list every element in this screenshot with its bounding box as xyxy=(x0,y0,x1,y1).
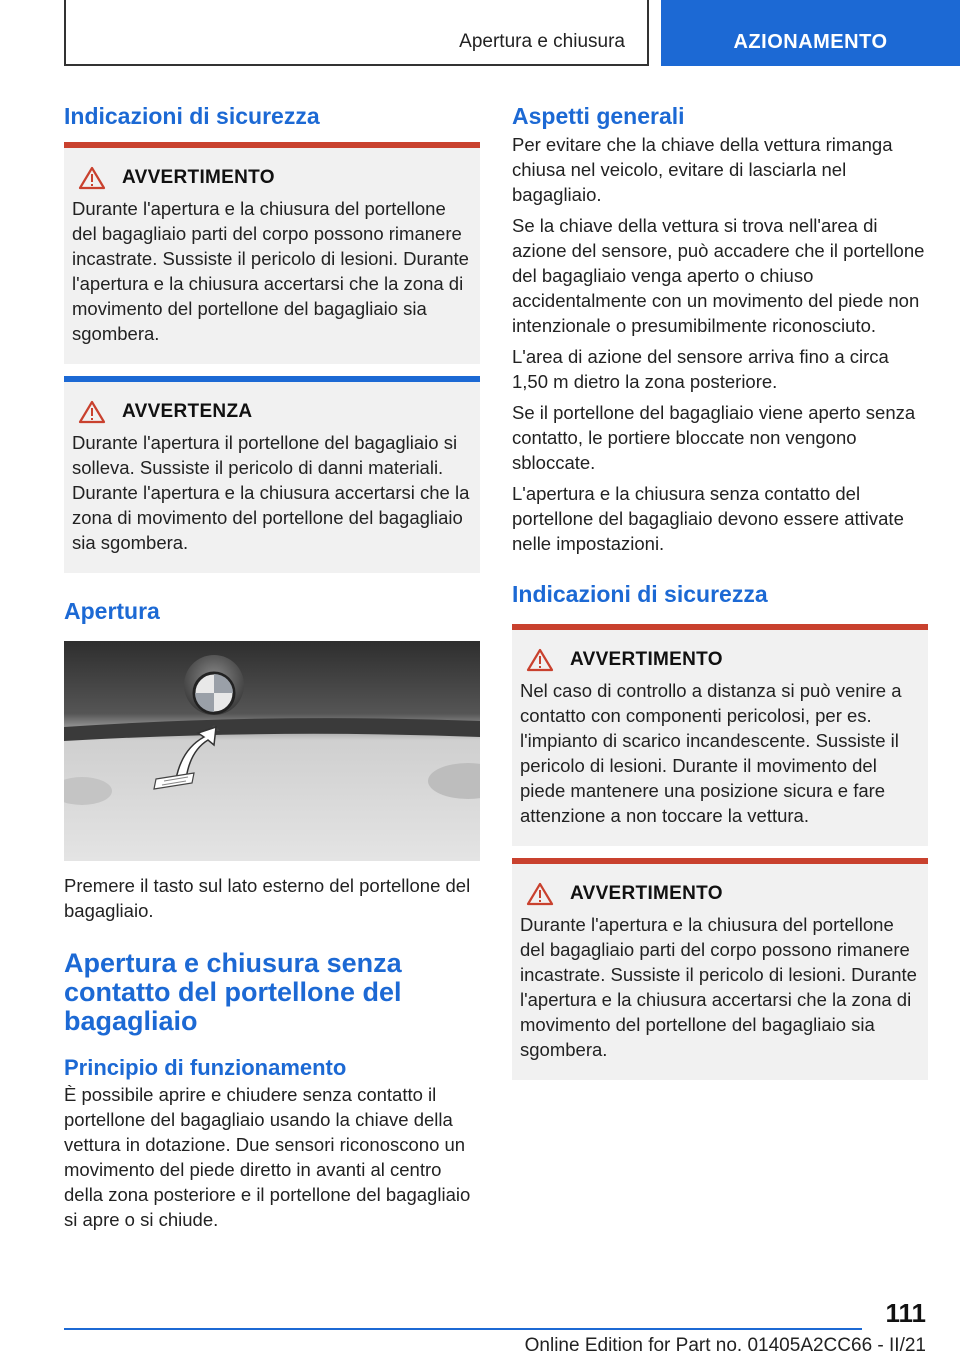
caution-box xyxy=(64,376,480,573)
principle-text: È possibile aprire e chiudere senza contatto il portellone del bagagliaio usando la chiave della vettura in dotazione. Due sensori riconoscono un movimento del piede diretto in avanti al centro della zona posteriore e il portellone del bagagliaio si apre o si chiude. xyxy=(64,1084,471,1230)
general-paragraph: L'apertura e la chiusura senza contatto del portellone del bagagliaio devono essere attivate nelle impostazioni. xyxy=(512,483,904,554)
header-section-title: Apertura e chiusura xyxy=(459,31,625,52)
warning-text: Durante l'apertura e la chiusura del portellone del bagagliaio parti del corpo possono rimanere incastrate. Sussiste il pericolo di lesioni. Durante l'apertura e la chiusura accertarsi che la zona di movimento del portellone del bagagliaio sia sgombera. xyxy=(72,198,469,344)
right-column xyxy=(512,100,928,1080)
opening-heading: Apertura xyxy=(64,598,160,624)
safety-heading-right: Indicazioni di sicurezza xyxy=(512,581,768,607)
principle-heading: Principio di funzionamento xyxy=(64,1055,347,1080)
general-heading: Aspetti generali xyxy=(512,103,685,129)
warning-triangle-icon xyxy=(72,400,112,424)
warning-box-3 xyxy=(512,858,928,1080)
warning-box-2 xyxy=(512,624,928,846)
header-chapter-tab[interactable] xyxy=(661,0,960,66)
warning-text: Nel caso di controllo a distanza si può venire a contatto con componenti pericolosi, per es. l'impianto di scarico incandescente. Sussiste il pericolo di lesioni. Durante il movimento del piede mantenere una posizione sicura e fare attenzione a non toccare la vettura. xyxy=(520,680,902,826)
warning-triangle-icon xyxy=(520,648,560,672)
left-column xyxy=(64,100,480,1232)
general-paragraph: Per evitare che la chiave della vettura rimanga chiusa nel veicolo, evitare di lasciarla nel bagagliaio. xyxy=(512,134,893,205)
caution-title: AVVERTENZA xyxy=(122,401,253,422)
trunk-button-photo xyxy=(64,641,480,861)
footer-divider xyxy=(64,1328,862,1330)
warning-title: AVVERTIMENTO xyxy=(122,167,275,188)
general-paragraph: Se il portellone del bagagliaio viene aperto senza contatto, le portiere bloccate non vengono sbloccate. xyxy=(512,402,916,473)
warning-triangle-icon xyxy=(520,882,560,906)
warning-title: AVVERTIMENTO xyxy=(570,649,723,670)
warning-text: Durante l'apertura e la chiusura del portellone del bagagliaio parti del corpo possono rimanere incastrate. Sussiste il pericolo di lesioni. Durante l'apertura e la chiusura accertarsi che la zona di movimento del portellone del bagagliaio sia sgombera. xyxy=(520,914,917,1060)
photo-caption: Premere il tasto sul lato esterno del portellone del bagagliaio. xyxy=(64,875,471,921)
caution-text: Durante l'apertura il portellone del bagagliaio si solleva. Sussiste il pericolo di danni materiali. Durante l'apertura e la chiusura accertarsi che la zona di movimento del portellone del bagagliaio sia sgombera. xyxy=(72,432,470,553)
warning-box-1 xyxy=(64,142,480,364)
safety-heading-left: Indicazioni di sicurezza xyxy=(64,103,320,129)
warning-triangle-icon xyxy=(72,166,112,190)
footer-edition: Online Edition for Part no. 01405A2CC66 - II/21 xyxy=(524,1335,926,1356)
general-paragraph: Se la chiave della vettura si trova nell'area di azione del sensore, può accadere che il portellone del bagagliaio venga aperto o chiuso accidentalmente con un movimento del piede non intenzionale o presumibilmente riconosciuto. xyxy=(512,215,925,336)
page-number: 111 xyxy=(885,1298,926,1328)
header-frame xyxy=(64,0,649,66)
warning-title: AVVERTIMENTO xyxy=(570,883,723,904)
general-paragraph: L'area di azione del sensore arriva fino a circa 1,50 m dietro la zona posteriore. xyxy=(512,346,889,392)
header-chapter-label: AZIONAMENTO xyxy=(733,31,888,53)
contactless-heading: Apertura e chiusura senza contatto del portellone del bagagliaio xyxy=(64,948,402,1036)
